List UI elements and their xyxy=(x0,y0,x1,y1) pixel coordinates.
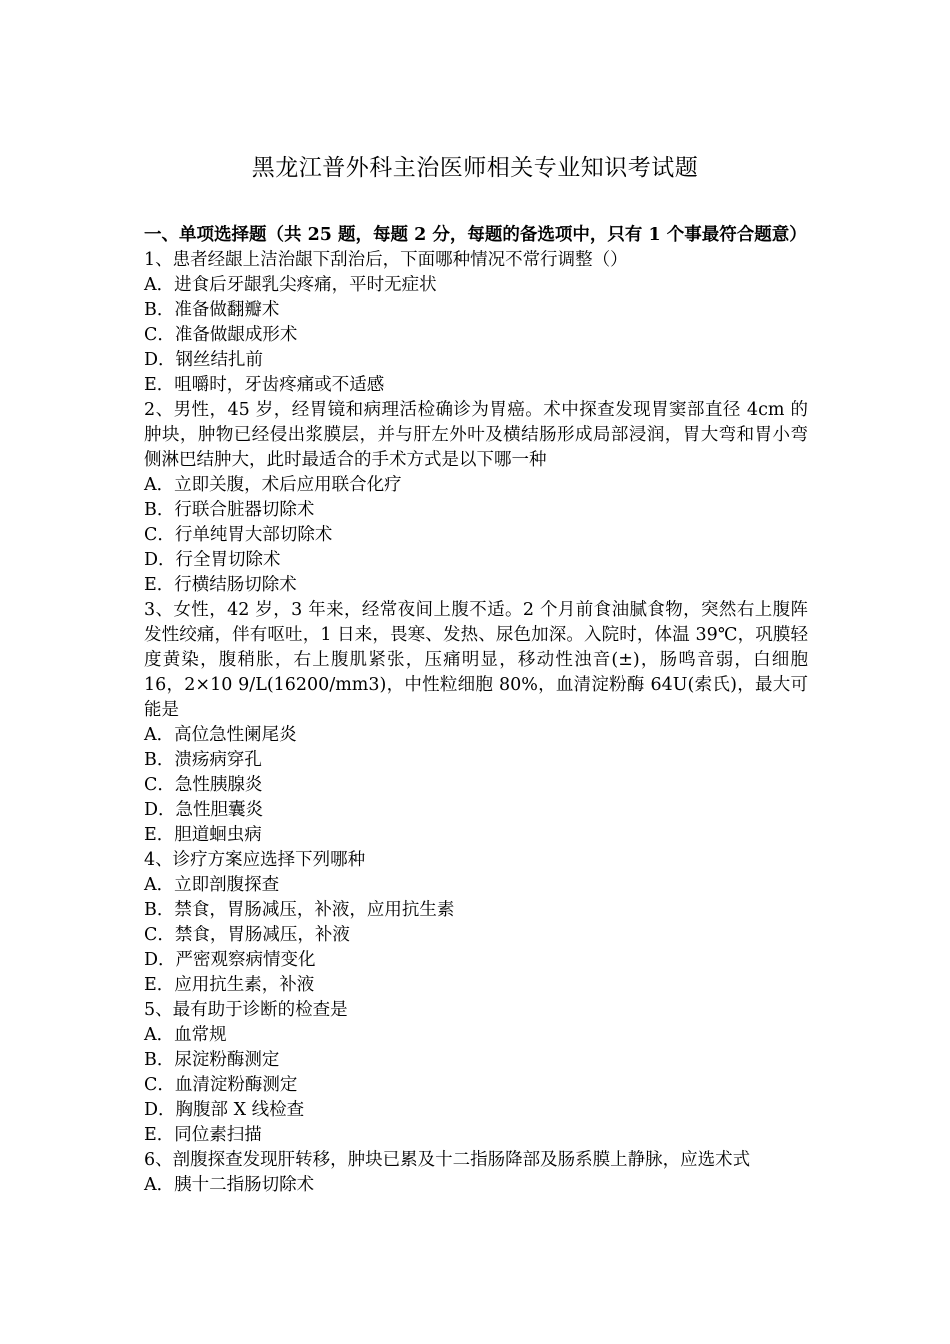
question-item xyxy=(144,598,808,848)
question-stem: 1、患者经龈上洁治龈下刮治后，下面哪种情况不常行调整（） xyxy=(144,250,628,270)
answer-option: C．急性胰腺炎 xyxy=(144,775,263,795)
answer-option: C．血清淀粉酶测定 xyxy=(144,1075,298,1095)
answer-option: E．应用抗生素，补液 xyxy=(144,975,315,995)
answer-option: B．行联合脏器切除术 xyxy=(144,500,315,520)
answer-option: E．咀嚼时，牙齿疼痛或不适感 xyxy=(144,375,385,395)
answer-option: A．血常规 xyxy=(144,1025,227,1045)
answer-option: C．准备做龈成形术 xyxy=(144,325,298,345)
document-body xyxy=(144,223,808,1198)
answer-option: C．行单纯胃大部切除术 xyxy=(144,525,333,545)
answer-option: A．高位急性阑尾炎 xyxy=(144,725,297,745)
answer-option: C．禁食，胃肠减压，补液 xyxy=(144,925,350,945)
answer-option: E．同位素扫描 xyxy=(144,1125,262,1145)
answer-option: A．进食后牙龈乳尖疼痛，平时无症状 xyxy=(144,275,437,295)
answer-option: D．急性胆囊炎 xyxy=(144,800,264,820)
answer-option: D．行全胃切除术 xyxy=(144,550,281,570)
question-item xyxy=(144,998,808,1148)
answer-option: B．溃疡病穿孔 xyxy=(144,750,262,770)
question-stem: 2、男性，45 岁，经胃镜和病理活检确诊为胃癌。术中探查发现胃窦部直径 4cm 的肿块，肿物已经侵出浆膜层，并与肝左外叶及横结肠形成局部浸润，胃大弯和胃小弯侧淋巴结肿大，此时最适合的手术方式是以下哪一种 xyxy=(144,400,808,470)
question-stem: 4、诊疗方案应选择下列哪种 xyxy=(144,850,366,870)
answer-option: A．立即关腹，术后应用联合化疗 xyxy=(144,475,402,495)
answer-option: D．钢丝结扎前 xyxy=(144,350,264,370)
answer-option: E．行横结肠切除术 xyxy=(144,575,297,595)
question-list xyxy=(144,248,808,1198)
answer-option: E．胆道蛔虫病 xyxy=(144,825,262,845)
answer-option: A．立即剖腹探查 xyxy=(144,875,280,895)
answer-option: A．胰十二指肠切除术 xyxy=(144,1175,315,1195)
answer-option: D．严密观察病情变化 xyxy=(144,950,316,970)
question-item xyxy=(144,398,808,598)
question-stem: 6、剖腹探查发现肝转移，肿块已累及十二指肠降部及肠系膜上静脉，应选术式 xyxy=(144,1150,751,1170)
document-title: 黑龙江普外科主治医师相关专业知识考试题 xyxy=(251,155,699,181)
question-stem: 3、女性，42 岁，3 年来，经常夜间上腹不适。2 个月前食油腻食物，突然右上腹阵发性绞痛，伴有呕吐，1 日来，畏寒、发热、尿色加深。入院时，体温 39℃，巩膜轻度黄染，腹稍胀，右上腹肌紧张，压痛明显，移动性浊音(±)，肠鸣音弱，白细胞 16，2×10 9/L(16200/mm3)，中性粒细胞 80%，血清淀粉酶 64U(索氏)，最大可能是 xyxy=(144,600,808,720)
question-stem: 5、最有助于诊断的检查是 xyxy=(144,1000,348,1020)
answer-option: B．准备做翻瓣术 xyxy=(144,300,280,320)
section-heading: 一、单项选择题（共 25 题，每题 2 分，每题的备选项中，只有 1 个事最符合题意） xyxy=(144,225,807,245)
question-item xyxy=(144,248,808,398)
answer-option: B．禁食，胃肠减压，补液，应用抗生素 xyxy=(144,900,455,920)
answer-option: D．胸腹部 X 线检查 xyxy=(144,1100,305,1120)
question-item xyxy=(144,848,808,998)
question-item xyxy=(144,1148,808,1198)
answer-option: B．尿淀粉酶测定 xyxy=(144,1050,280,1070)
